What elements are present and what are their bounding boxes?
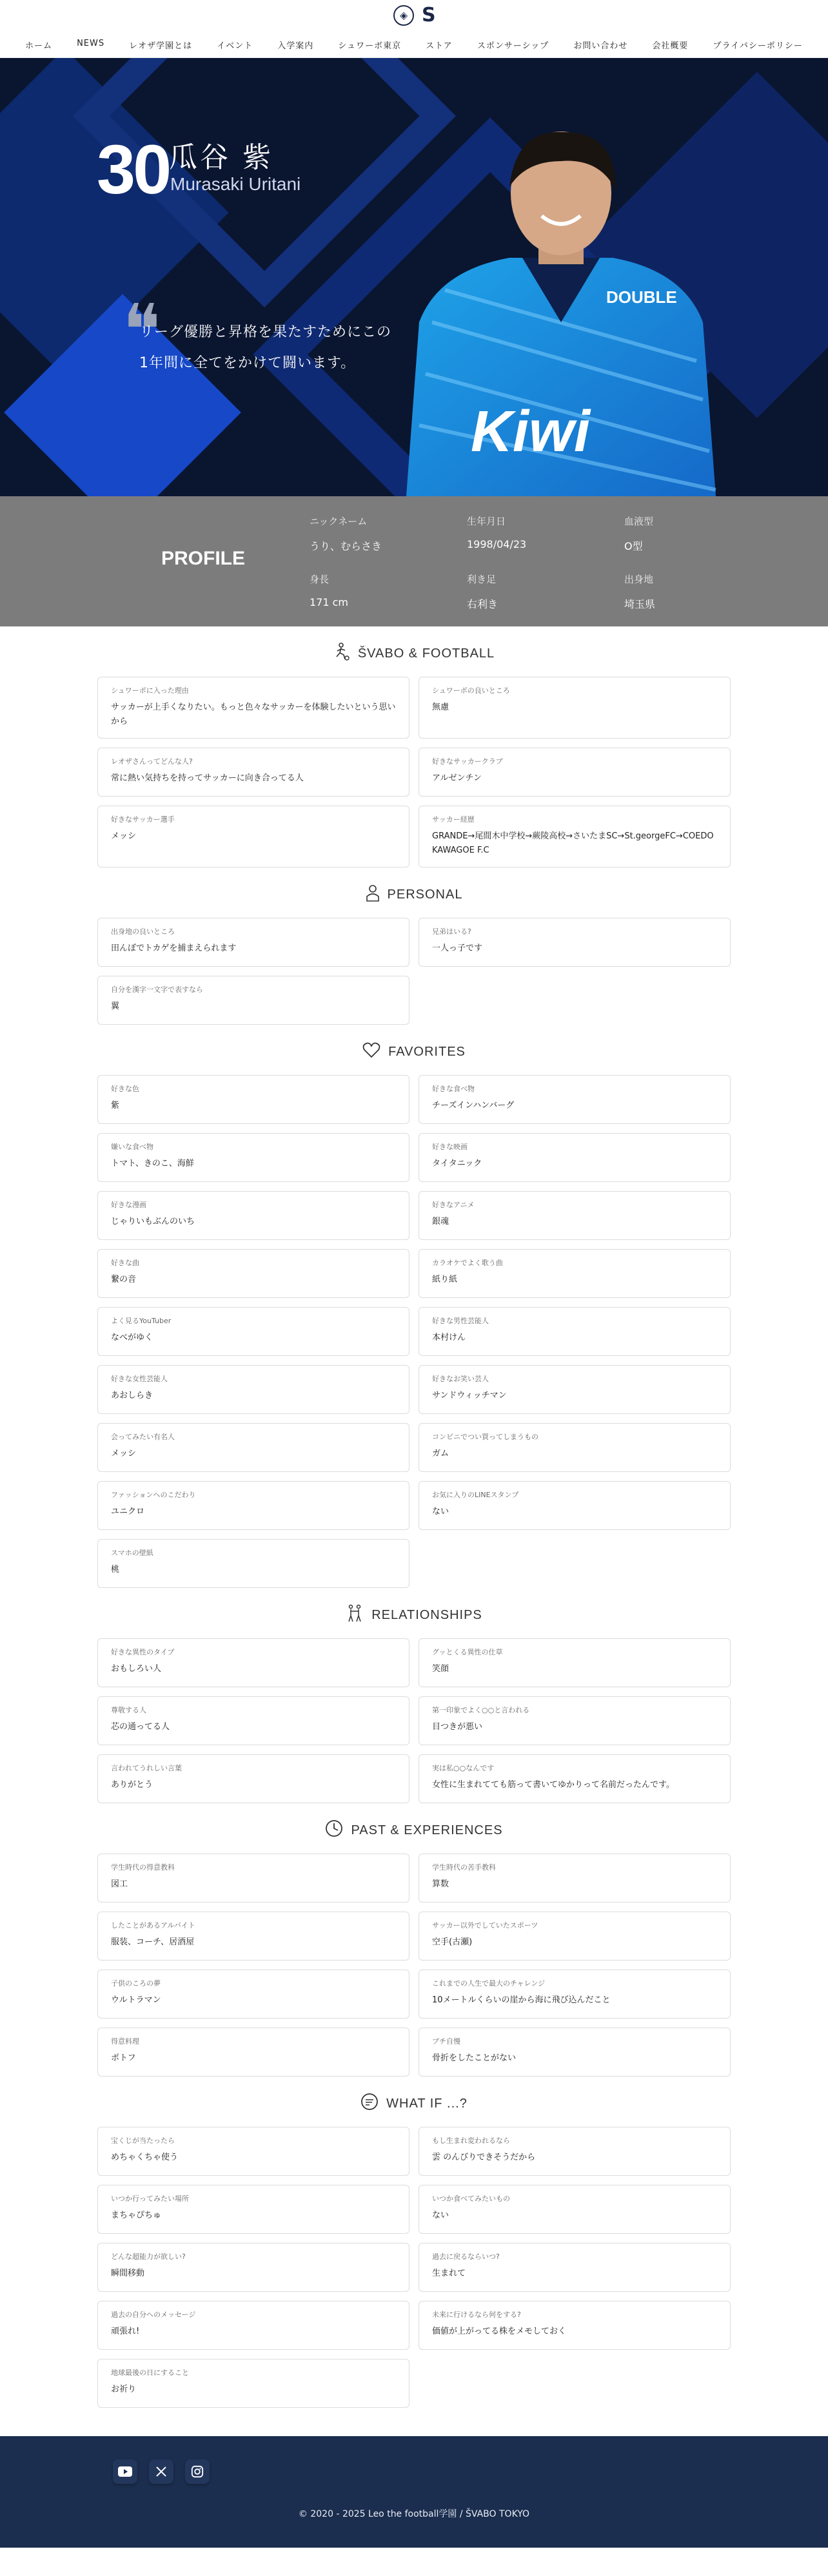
qa-card	[97, 2243, 409, 2292]
qa-question: 地球最後の日にすること	[111, 2368, 189, 2377]
qa-sections	[0, 626, 828, 2436]
qa-answer: 頑張れ!	[111, 2327, 140, 2336]
qa-card	[419, 1191, 731, 1240]
qa-question: サッカー以外でしていたスポーツ	[432, 1921, 538, 1930]
qa-answer: まちゃぴちゅ	[111, 2211, 162, 2220]
nav-contact[interactable]: お問い合わせ	[573, 41, 628, 51]
qa-question: これまでの人生で最大のチャレンジ	[432, 1979, 546, 1988]
qa-card	[419, 1854, 731, 1903]
qa-section	[0, 1025, 828, 1588]
qa-question: 好きな色	[111, 1085, 139, 1093]
qa-card	[97, 1754, 409, 1803]
section-title	[0, 882, 828, 907]
qa-question: 好きな曲	[111, 1259, 139, 1267]
qa-card	[419, 1365, 731, 1414]
qa-card	[419, 2185, 731, 2234]
person-icon	[366, 884, 380, 905]
qa-answer: 田んぼでトカゲを捕まえられます	[111, 944, 237, 953]
qa-card	[97, 748, 409, 797]
qa-section	[0, 1803, 828, 2077]
qa-card	[419, 1423, 731, 1472]
qa-question: グッとくる異性の仕草	[432, 1648, 503, 1656]
qa-answer: 空手(古瀬)	[432, 1937, 473, 1947]
qa-answer: GRANDE→尾間木中学校→蕨陵高校→さいたまSC→St.georgeFC→COEDO KAWAGOE F.C	[432, 831, 714, 855]
qa-answer: 紫	[111, 1101, 120, 1110]
qa-answer: めちゃくちゃ使う	[111, 2153, 179, 2162]
qa-card	[419, 2243, 731, 2292]
qa-card	[419, 748, 731, 797]
section-title	[0, 641, 828, 666]
svabo-s-logo: S	[422, 4, 436, 26]
qa-answer: 算数	[432, 1879, 449, 1889]
section-title-text: PAST & EXPERIENCES	[351, 1823, 503, 1837]
qa-card	[419, 1133, 731, 1182]
qa-card	[97, 2301, 409, 2350]
qa-answer: メッシ	[111, 1449, 137, 1458]
nav-events[interactable]: イベント	[217, 41, 253, 51]
qa-answer: 翼	[111, 1002, 120, 1011]
qa-question: いつか食べてみたいもの	[432, 2194, 510, 2203]
nav-sponsorship[interactable]: スポンサーシップ	[477, 41, 549, 51]
profile-value: 171 cm	[310, 596, 349, 608]
qa-question: シュワーボの良いところ	[432, 686, 510, 695]
qa-question: 好きなアニメ	[432, 1201, 475, 1209]
profile-label: 出身地	[624, 574, 654, 585]
qa-answer: お祈り	[111, 2385, 137, 2394]
qa-answer: ウルトラマン	[111, 1995, 161, 2005]
clock-icon	[325, 1819, 343, 1841]
qa-grid	[0, 1638, 828, 1803]
qa-card	[97, 1249, 409, 1298]
qa-card	[419, 806, 731, 867]
profile-value: 1998/04/23	[467, 538, 527, 550]
nav-company[interactable]: 会社概要	[652, 41, 689, 51]
qa-question: 出身地の良いところ	[111, 927, 175, 936]
qa-answer: 芯の通ってる人	[111, 1722, 170, 1732]
nav-about[interactable]: レオザ学園とは	[129, 41, 193, 51]
qa-card	[97, 806, 409, 867]
section-title	[0, 1602, 828, 1628]
qa-answer: 目つきが悪い	[432, 1722, 483, 1732]
profile-label: 生年月日	[467, 516, 506, 527]
qa-question: 過去に戻るならいつ?	[432, 2252, 500, 2261]
main-nav	[0, 39, 828, 51]
player-quote	[139, 317, 397, 379]
profile-label: 利き足	[467, 574, 497, 585]
qa-answer: 無慮	[432, 702, 449, 712]
qa-question: 過去の自分へのメッセージ	[111, 2310, 196, 2319]
qa-question: カラオケでよく歌う曲	[432, 1259, 503, 1267]
qa-question: 好きな異性のタイプ	[111, 1648, 175, 1656]
qa-question: ファッションへのこだわり	[111, 1491, 196, 1499]
qa-card	[97, 1307, 409, 1356]
qa-question: 宝くじが当たったら	[111, 2136, 175, 2145]
qa-answer: 銀魂	[432, 1217, 449, 1226]
qa-question: 兄弟はいる?	[432, 927, 471, 936]
qa-card	[97, 918, 409, 967]
qa-answer: アルゼンチン	[432, 773, 482, 783]
quote-line: 1年間に全てをかけて闘います。	[139, 355, 356, 371]
qa-question: 好きな女性芸能人	[111, 1375, 168, 1383]
section-title	[0, 1039, 828, 1065]
qa-question: 会ってみたい有名人	[111, 1433, 175, 1441]
qa-question: 言われてうれしい言葉	[111, 1764, 182, 1772]
qa-question: 学生時代の苦手教科	[432, 1863, 496, 1872]
qa-grid	[0, 677, 828, 867]
nav-privacy[interactable]: プライバシーポリシー	[713, 41, 803, 51]
qa-answer: 図工	[111, 1879, 128, 1889]
qa-answer: 笑顔	[432, 1664, 449, 1674]
qa-card	[419, 1481, 731, 1530]
qa-question: 好きなサッカー選手	[111, 815, 175, 824]
qa-question: 好きな食べ物	[432, 1085, 475, 1093]
qa-answer: サッカーが上手くなりたい。もっと色々なサッカーを体験したいという思いから	[111, 702, 396, 726]
qa-question: サッカー経歴	[432, 815, 475, 824]
qa-card	[97, 1970, 409, 2019]
qa-card	[97, 1423, 409, 1472]
qa-card	[97, 2028, 409, 2077]
qa-card	[97, 1539, 409, 1588]
section-title	[0, 1817, 828, 1843]
section-title-text: WHAT IF ...?	[386, 2096, 468, 2111]
qa-card	[419, 1075, 731, 1124]
profile-height	[310, 572, 348, 608]
qa-question: プチ自慢	[432, 2037, 460, 2046]
site-footer	[0, 2436, 828, 2548]
qa-question: 子供のころの夢	[111, 1979, 161, 1988]
section-spacer	[0, 2408, 828, 2436]
qa-answer: チーズインハンバーグ	[432, 1101, 515, 1110]
nav-news[interactable]: NEWS	[77, 39, 105, 48]
profile-label: 身長	[310, 574, 330, 585]
site-logo[interactable]	[393, 4, 436, 26]
qa-section	[0, 867, 828, 1025]
qa-question: 自分を漢字一文字で表すなら	[111, 985, 203, 994]
qa-question: 好きなサッカークラブ	[432, 757, 503, 766]
qa-grid	[0, 1075, 828, 1588]
qa-answer: 女性に生まれてても筋って書いてゆかりって名前だったんです。	[432, 1780, 675, 1790]
player-hero	[0, 58, 828, 496]
footer-social	[113, 2459, 210, 2484]
qa-card	[419, 1754, 731, 1803]
qa-card	[97, 976, 409, 1025]
qa-card	[97, 1854, 409, 1903]
profile-label: ニックネーム	[310, 516, 368, 527]
nav-home[interactable]: ホーム	[25, 41, 53, 51]
qa-question: 第一印象でよく○○と言われる	[432, 1706, 530, 1714]
qa-question: 尊敬する人	[111, 1706, 146, 1714]
qa-question: 好きな映画	[432, 1143, 468, 1151]
qa-card	[97, 1912, 409, 1961]
qa-card	[419, 1912, 731, 1961]
section-title-text: RELATIONSHIPS	[371, 1607, 482, 1622]
qa-question: コンビニでつい買ってしまうもの	[432, 1433, 538, 1441]
profile-value: 右利き	[467, 598, 498, 610]
profile-title: PROFILE	[161, 548, 246, 569]
chat-icon	[360, 2093, 379, 2115]
profile-birthday	[467, 514, 526, 550]
qa-answer: ありがとう	[111, 1780, 153, 1790]
profile-value: うり、むらさき	[310, 540, 382, 552]
qa-answer: 繋の音	[111, 1275, 137, 1284]
profile-foot	[467, 572, 498, 611]
profile-hometown	[624, 572, 655, 611]
qa-card	[419, 1307, 731, 1356]
soccer-player-icon	[333, 643, 350, 664]
qa-answer: 常に熱い気持ちを持ってサッカーに向き合ってる人	[111, 773, 304, 783]
qa-answer: タイタニック	[432, 1159, 482, 1168]
people-icon	[346, 1604, 364, 1626]
qa-question: 嫌いな食べ物	[111, 1143, 153, 1151]
qa-card	[419, 2301, 731, 2350]
qa-question: どんな超能力が欲しい?	[111, 2252, 186, 2261]
qa-card	[97, 2185, 409, 2234]
qa-answer: ガム	[432, 1449, 449, 1458]
qa-section	[0, 2077, 828, 2408]
qa-card	[419, 1249, 731, 1298]
player-name-jp: 瓜谷 紫	[169, 141, 273, 174]
profile-blood-type	[624, 514, 653, 553]
qa-question: 実は私○○なんです	[432, 1764, 495, 1772]
nav-svabo-tokyo[interactable]: シュワーボ東京	[338, 41, 402, 51]
profile-band	[0, 496, 828, 626]
qa-answer: ユニクロ	[111, 1507, 145, 1516]
qa-answer: 生まれて	[432, 2269, 466, 2278]
qa-card	[419, 918, 731, 967]
section-title-text: FAVORITES	[388, 1044, 466, 1059]
qa-question: 好きな男性芸能人	[432, 1317, 489, 1325]
qa-answer: 一人っ子です	[432, 944, 483, 953]
quote-line: リーグ優勝と昇格を果たすためにこの	[139, 324, 392, 340]
profile-nickname	[310, 514, 382, 553]
qa-answer: サンドウィッチマン	[432, 1391, 507, 1400]
qa-answer: 価値が上がってる株をメモしておく	[432, 2327, 567, 2336]
qa-card	[419, 1638, 731, 1687]
qa-answer: ない	[432, 2211, 449, 2220]
qa-answer: 服装、コーチ、居酒屋	[111, 1937, 195, 1947]
qa-card	[97, 1638, 409, 1687]
section-title-text: ŠVABO & FOOTBALL	[357, 646, 495, 661]
nav-admission[interactable]: 入学案内	[277, 41, 314, 51]
qa-card	[419, 1696, 731, 1745]
player-name-en: Murasaki Uritani	[170, 174, 301, 194]
qa-answer: 桃	[111, 1565, 120, 1574]
qa-question: 好きなお笑い芸人	[432, 1375, 489, 1383]
qa-card	[419, 1970, 731, 2019]
profile-value: O型	[624, 540, 643, 552]
qa-question: レオザさんってどんな人?	[111, 757, 193, 766]
qa-question: 得意料理	[111, 2037, 139, 2046]
emblem-icon: ◈	[393, 5, 414, 26]
qa-grid	[0, 1854, 828, 2077]
qa-answer: なべがゆく	[111, 1333, 153, 1342]
qa-card	[97, 677, 409, 739]
qa-answer: メッシ	[111, 831, 137, 841]
profile-value: 埼玉県	[624, 598, 656, 610]
qa-answer: 骨折をしたことがない	[432, 2053, 517, 2063]
qa-card	[97, 1365, 409, 1414]
qa-answer: おもしろい人	[111, 1664, 162, 1674]
qa-question: いつか行ってみたい場所	[111, 2194, 189, 2203]
qa-question: シュワーボに入った理由	[111, 686, 189, 695]
qa-question: よく見るYouTuber	[111, 1317, 172, 1325]
qa-answer: 本村けん	[432, 1333, 466, 1342]
qa-grid	[0, 2127, 828, 2408]
qa-question: お気に入りのLINEスタンプ	[432, 1491, 519, 1499]
qa-answer: トマト、きのこ、海鮮	[111, 1159, 194, 1168]
qa-card	[97, 1133, 409, 1182]
qa-question: 未来に行けるなら何をする?	[432, 2310, 521, 2319]
qa-card	[97, 1696, 409, 1745]
qa-card	[97, 1075, 409, 1124]
sponsor-logo: DOUBLE	[606, 287, 677, 307]
qa-section	[0, 1588, 828, 1803]
profile-label: 血液型	[624, 516, 654, 527]
qa-answer: ポトフ	[111, 2053, 136, 2063]
site-header	[0, 0, 828, 58]
nav-store[interactable]: ストア	[426, 41, 453, 51]
qa-answer: じゃりいもぶんのいち	[111, 1217, 195, 1226]
copyright: © 2020 - 2025 Leo the football学園 / ŠVABO TOKYO	[298, 2509, 530, 2519]
qa-card	[419, 677, 731, 739]
qa-answer: あおしらき	[111, 1391, 153, 1400]
qa-question: もし生まれ変われるなら	[432, 2136, 510, 2145]
qa-grid	[0, 918, 828, 1025]
qa-card	[419, 2028, 731, 2077]
qa-answer: ない	[432, 1507, 449, 1516]
x-icon[interactable]	[149, 2459, 173, 2484]
qa-card	[97, 1191, 409, 1240]
instagram-icon[interactable]	[185, 2459, 210, 2484]
section-title	[0, 2091, 828, 2116]
player-number: 30	[97, 130, 170, 208]
qa-card	[97, 1481, 409, 1530]
qa-question: したことがあるアルバイト	[111, 1921, 195, 1930]
qa-card	[97, 2127, 409, 2176]
qa-answer: 10メートルくらいの崖から海に飛び込んだこと	[432, 1995, 611, 2005]
section-title-text: PERSONAL	[387, 887, 463, 902]
youtube-icon[interactable]	[113, 2459, 137, 2484]
qa-card	[97, 2359, 409, 2408]
qa-question: 好きな漫画	[111, 1201, 146, 1209]
qa-card	[419, 2127, 731, 2176]
qa-question: 学生時代の得意教科	[111, 1863, 175, 1872]
qa-answer: 紙り紙	[432, 1275, 458, 1284]
qa-question: スマホの壁紙	[111, 1549, 153, 1557]
qa-answer: 瞬間移動	[111, 2269, 145, 2278]
sponsor-logo-main: Kiwi	[471, 400, 591, 464]
quote-icon: ❝	[123, 291, 161, 370]
qa-answer: 雲 のんびりできそうだから	[432, 2153, 536, 2162]
heart-icon	[362, 1041, 380, 1062]
qa-section	[0, 626, 828, 867]
player-photo	[393, 129, 729, 496]
